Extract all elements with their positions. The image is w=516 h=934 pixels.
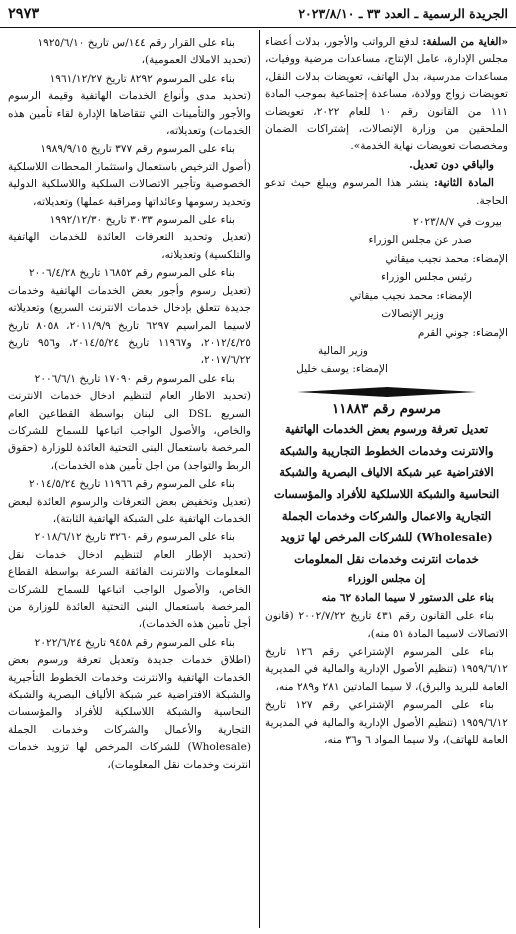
basis-description: (تعديل وتحديد التعرفات العائدة للخدمات الهاتفية والتلكسية) وتعديلاته، [8,231,251,261]
basis-line: بناء على المرسوم ٣٠٣٣ تاريخ ١٩٩٢/١٢/٣٠ [49,214,235,227]
basis-line: بناء على المرسوم رقم ١٧٠٩٠ تاريخ ٢٠٠٦/٦/١ [34,372,235,385]
role-prime-minister: رئيس مجلس الوزراء [381,271,472,284]
signature-3: الإمضاء: جوني القرم [417,326,508,339]
basis-description: (اطلاق خدمات جديدة وتعديل تعرفة ورسوم بعض الخدمات الهاتفية والانترنت وخدمات الخطوط التأجيرية والشبكة الافتراضية عبر شبكة الألياف البصرية والشبكة النحاسية والشبكة اللاسلكية للأفراد والمؤسسات التجارية والأعمال والشركات وخدمات الجملة (Wholesale) للشركات المرخص لها تزويد خدمات انترنت وخدمات نقل المعلومات)، [8,654,251,771]
section-divider-ornament [265,385,508,399]
legal-basis-item [8,212,251,264]
intro-paragraph [265,34,508,156]
article-two-label: المادة الثانية: [433,177,494,190]
basis-line: بناء على المرسوم رقم ١١٩٦٦ تاريخ ٢٠١٤/٥/٢٤ [28,478,235,491]
remainder-unchanged: والباقي دون تعديل. [409,158,494,171]
basis-description: (أصول الترخيص باستعمال واستثمار المحطات اللاسلكية الخصوصية وتأجير الاتصالات السلكية واللاسلكية الدولية وتحديد رسومها وعائداتها ومراقبة عملها) وتعديلاته، [8,160,251,208]
signature-block [265,214,508,379]
column-divider-rule [259,30,260,928]
article-two [265,175,508,210]
article-two-body: ينشر هذا المرسوم ويبلغ حيث تدعو الحاجة. [265,177,508,207]
place-date: بيروت في ٢٠٢٣/٨/٧ [413,216,502,229]
left-column [8,35,251,775]
basis-description: (تعديل وتخفيض بعض التعرفات والرسوم العائدة لبعض الخدمات الهاتفية على الشبكة الهاتفية الثابتة)، [8,495,251,525]
divider-diamond-icon [297,385,477,399]
basis-description: (تحديد مدى وأنواع الخدمات الهاتفية وقيمة الرسوم والأجور والتأمينات التي تتقاضاها الإدارة لقاء تأمين هذه الخدمات) وتعديلاته، [8,90,251,138]
intro-body: لدفع الرواتب والأجور، بدلات أعضاء مجلس الإدارة، عامل الإنتاج، مساعدات مرضية ووفيات، مساعدات مدرسية، بدل الهاتف، تعويضات بدلات النقل، تعويضات زواج وولادة، مساعدة إجتماعية بموجب المادة ١١١ من القانون رقم ١٠ للعام ٢٠٢٢، تعويضات الملحقين من وزارة الإتصالات، إشتراكات الضمان ومخصصات تعويضات نهاية الخدمة». [265,36,508,153]
legal-basis-item [8,529,251,633]
legal-basis-item [8,141,251,211]
gazette-title: الجريدة الرسمية ـ العدد ٣٣ ـ ٢٠٢٣/٨/١٠ [298,6,508,21]
basis-description: (تعديل رسوم وأجور بعض الخدمات الهاتفية وخدمات جديدة تتعلق بإدخال خدمات الانترنت السريع) وتعديلاته لاسيما المراسيم ٦٢٩٧ تاريخ ٢٠١١/٩/٩، ٨٠٥٨ تاريخ ٢٠١٢/٤/٢٥، و١١٩٦٧ تاريخ ٢٠١٤/٥/٢٤، و٩٥٦ تاريخ ٢٠١٧/٦/٢٢، [8,284,251,367]
page-header [0,0,516,28]
signature-2: الإمضاء: محمد نجيب ميقاتي [349,289,472,302]
issued-by: صدر عن مجلس الوزراء [368,234,472,247]
legal-basis-3: بناء على المرسوم الإشتراعي رقم ١٢٧ تاريخ ١٩٥٩/٦/١٢ (تنظيم الأصول الإدارية والمالية في المديرية العامة للهاتف)، ولا سيما المواد ٦ و٣٦ منه، [265,699,508,746]
legal-basis-item [8,35,251,70]
basis-line: بناء على المرسوم رقم ٩٤٥٨ تاريخ ٢٠٢٢/٦/٢٤ [34,636,235,649]
signature-4: الإمضاء: يوسف خليل [296,363,388,376]
intro-key: «الغاية من السلفة: [422,36,508,48]
basis-line: بناء على المرسوم رقم ٣٢٦٠ تاريخ ٢٠١٨/٦/١٢ [34,531,235,544]
legal-basis-2: بناء على المرسوم الإشتراعي رقم ١٢٦ تاريخ ١٩٥٩/٦/١٢ (تنظيم الأصول الإدارية والمالية في المديرية العامة للبريد والبرق)، لا سيما المادتين ٢٨١ و٢٨٩ منه، [265,645,508,693]
legal-basis-item [8,71,251,141]
decree-title: مرسوم رقم ١١٨٨٣ [332,400,441,417]
role-telecom-minister: وزير الإتصالات [381,308,444,321]
basis-line: بناء على المرسوم رقم ٣٧٧ تاريخ ١٩٨٩/٩/١٥ [40,143,235,156]
signature-1: الإمضاء: محمد نجيب ميقاتي [385,252,508,265]
legal-basis-item [8,476,251,528]
decree-authority: إن مجلس الوزراء [347,573,426,586]
legal-basis-item [8,635,251,774]
page-number: ٢٩٧٣ [8,5,40,22]
role-finance-minister: وزير المالية [317,344,368,357]
legal-basis-1: بناء على القانون رقم ٤٣١ تاريخ ٢٠٠٢/٧/٢٢ (قانون الاتصالات لاسيما المادة ٥١ منه)، [265,610,508,640]
basis-description: (تحديد الإطار العام لتنظيم ادخال خدمات نقل المعلومات والانترنت الفائقة السرعة بواسطة القطاع الخاص، والأصول الواجب اتباعها للسماح للشركات المرخصة باستعمال البنى التحتية العائدة للوزارة من أجل تأمين هذه الخدمات)، [8,548,251,631]
constitution-basis: بناء على الدستور لا سيما المادة ٦٢ منه [321,591,494,604]
legal-basis-item [8,371,251,475]
basis-line: بناء على المرسوم رقم ١٦٨٥٢ تاريخ ٢٠٠٦/٤/٢٨ [28,267,235,280]
legal-basis-item [8,265,251,369]
basis-line: بناء على المرسوم ٨٢٩٢ تاريخ ١٩٦١/١٢/٢٧ [49,72,235,85]
right-column [265,34,508,750]
decree-subject: تعديل تعرفة ورسوم بعض الخدمات الهاتفية والانترنت وخدمات الخطوط التجاريبة والشبكة الافتراضية عبر شبكة الالياف البصرية والشبكة النحاسية والشبكة اللاسلكية للأفراد والمؤسسات التجارية والاعمال والشركات وخدمات الجملة (Wholesale) للشركات المرخص لها تزويد خدمات انترنت وخدمات نقل المعلومات [273,422,500,566]
basis-description: (تحديد الاملاك العمومية)، [141,54,251,67]
basis-description: (تحديد الاطار العام لتنظيم ادخال خدمات الانترنت السريع DSL الى لبنان بواسطة القطاعين العام والخاص، والأصول الواجب اتباعها للسماح للشركات المرخصة باستعمال البنى التحتية العائدة للوزارة (حقوق الربط والتواجد) من اجل تأمين هذه الخدمات)، [8,390,251,472]
basis-line: بناء على القرار رقم ١٤٤/س تاريخ ١٩٢٥/٦/١٠ [37,37,235,49]
